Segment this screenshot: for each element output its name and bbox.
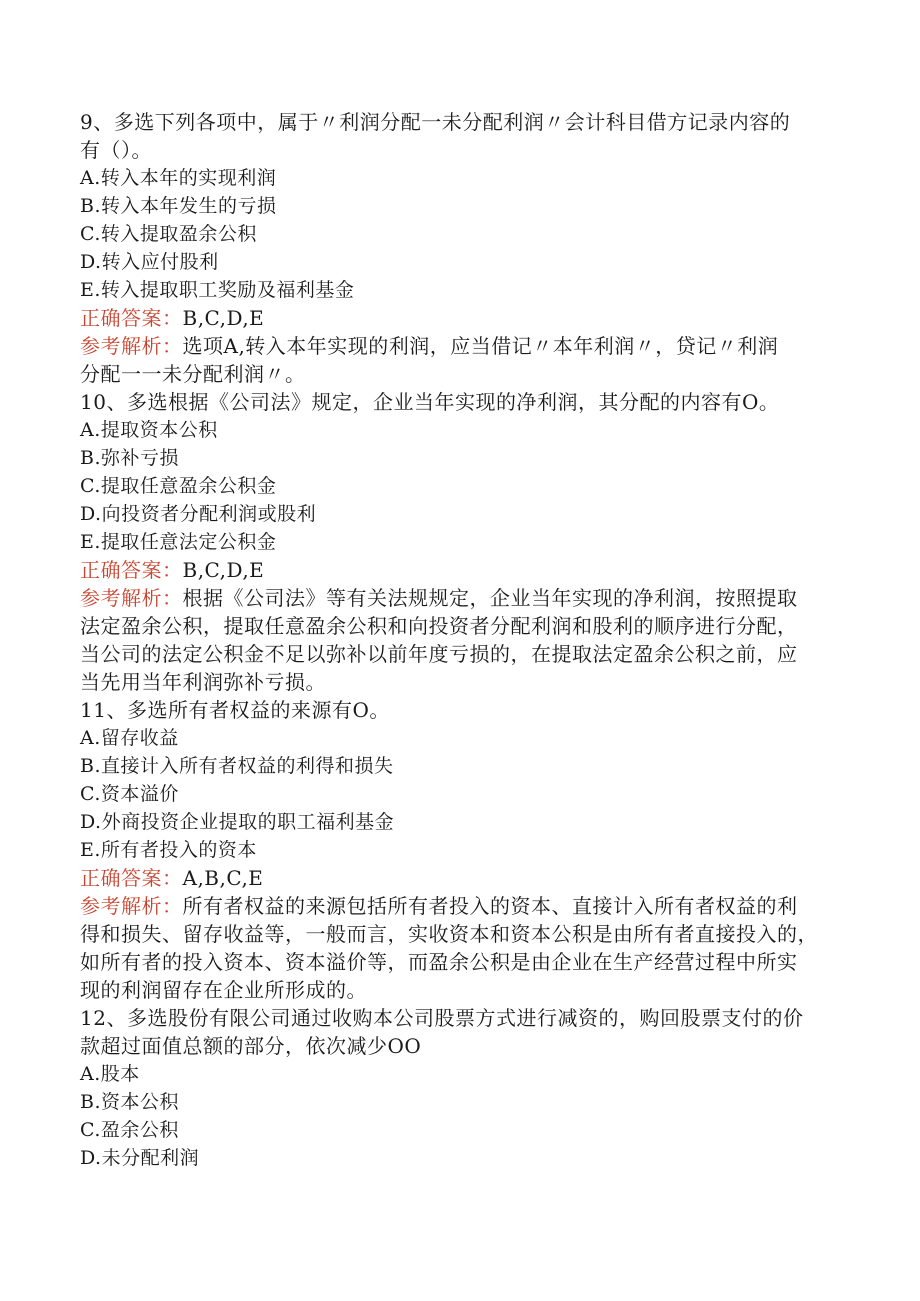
question-stem-line: 9、多选下列各项中，属于〃利润分配一未分配利润〃会计科目借方记录内容的 <box>80 110 791 134</box>
question-stem-line: 12、多选股份有限公司通过收购本公司股票方式进行减资的，购回股票支付的价 <box>80 1006 804 1030</box>
option-a: A.转入本年的实现利润 <box>80 167 277 189</box>
analysis-text-line: 得和损失、留存收益等，一般而言，实收资本和资本公积是由所有者直接投入的， <box>80 922 818 946</box>
option-c: C.资本溢价 <box>80 783 179 805</box>
option-a: A.提取资本公积 <box>80 419 218 441</box>
answer-value: A,B,C,E <box>182 866 264 890</box>
answer-label: 正确答案： <box>80 558 183 582</box>
answer-value: B,C,D,E <box>182 306 265 330</box>
answer-label: 正确答案： <box>80 306 183 330</box>
option-e: E.所有者投入的资本 <box>80 839 257 861</box>
option-b: B.直接计入所有者权益的利得和损失 <box>80 755 394 777</box>
question-9 <box>80 108 840 388</box>
question-stem-line: 10、多选根据《公司法》规定，企业当年实现的净利润，其分配的内容有O。 <box>80 390 780 414</box>
answer-value: B,C,D,E <box>182 558 265 582</box>
option-d: D.向投资者分配利润或股利 <box>80 503 317 525</box>
option-b: B.弥补亏损 <box>80 447 180 469</box>
analysis-text: 选项A,转入本年实现的利润，应当借记〃本年利润〃，贷记〃利润 <box>182 334 779 358</box>
analysis-label: 参考解析： <box>80 586 183 610</box>
option-b: B.转入本年发生的亏损 <box>80 195 277 217</box>
answer-line <box>80 864 840 892</box>
answer-label: 正确答案： <box>80 866 183 890</box>
option-e: E.提取任意法定公积金 <box>80 531 277 553</box>
analysis-line <box>80 892 840 920</box>
option-c: C.转入提取盈余公积 <box>80 223 257 245</box>
question-11 <box>80 696 840 1004</box>
analysis-text-line: 分配一一未分配利润〃。 <box>80 362 306 386</box>
analysis-text-line: 如所有者的投入资本、资本溢价等，而盈余公积是由企业在生产经营过程中所实 <box>80 950 798 974</box>
analysis-text-line: 现的利润留存在企业所形成的。 <box>80 978 367 1002</box>
option-d: D.转入应付股利 <box>80 251 219 273</box>
analysis-text-line: 当先用当年利润弥补亏损。 <box>80 670 326 694</box>
analysis-label: 参考解析： <box>80 334 183 358</box>
analysis-label: 参考解析： <box>80 894 183 918</box>
question-stem-line: 有（）。 <box>80 138 152 162</box>
question-stem-line: 11、多选所有者权益的来源有O。 <box>80 698 390 722</box>
analysis-text-line: 当公司的法定公积金不足以弥补以前年度亏损的，在提取法定盈余公积之前，应 <box>80 642 798 666</box>
analysis-line <box>80 584 840 612</box>
analysis-text: 根据《公司法》等有关法规规定，企业当年实现的净利润，按照提取 <box>182 586 798 610</box>
option-a: A.留存收益 <box>80 727 179 749</box>
answer-line <box>80 556 840 584</box>
option-e: E.转入提取职工奖励及福利基金 <box>80 279 355 301</box>
answer-line <box>80 304 840 332</box>
analysis-line <box>80 332 840 360</box>
option-c: C.盈余公积 <box>80 1119 179 1141</box>
question-10 <box>80 388 840 696</box>
option-d: D.未分配利润 <box>80 1147 200 1169</box>
analysis-text-line: 法定盈余公积，提取任意盈余公积和向投资者分配利润和股利的顺序进行分配， <box>80 614 798 638</box>
option-d: D.外商投资企业提取的职工福利基金 <box>80 811 395 833</box>
document-page <box>80 108 840 1172</box>
question-stem-line: 款超过面值总额的部分，依次减少OO <box>80 1034 422 1058</box>
analysis-text: 所有者权益的来源包括所有者投入的资本、直接计入所有者权益的利 <box>182 894 798 918</box>
option-c: C.提取任意盈余公积金 <box>80 475 277 497</box>
question-12 <box>80 1004 840 1172</box>
option-a: A.股本 <box>80 1063 140 1085</box>
option-b: B.资本公积 <box>80 1091 180 1113</box>
